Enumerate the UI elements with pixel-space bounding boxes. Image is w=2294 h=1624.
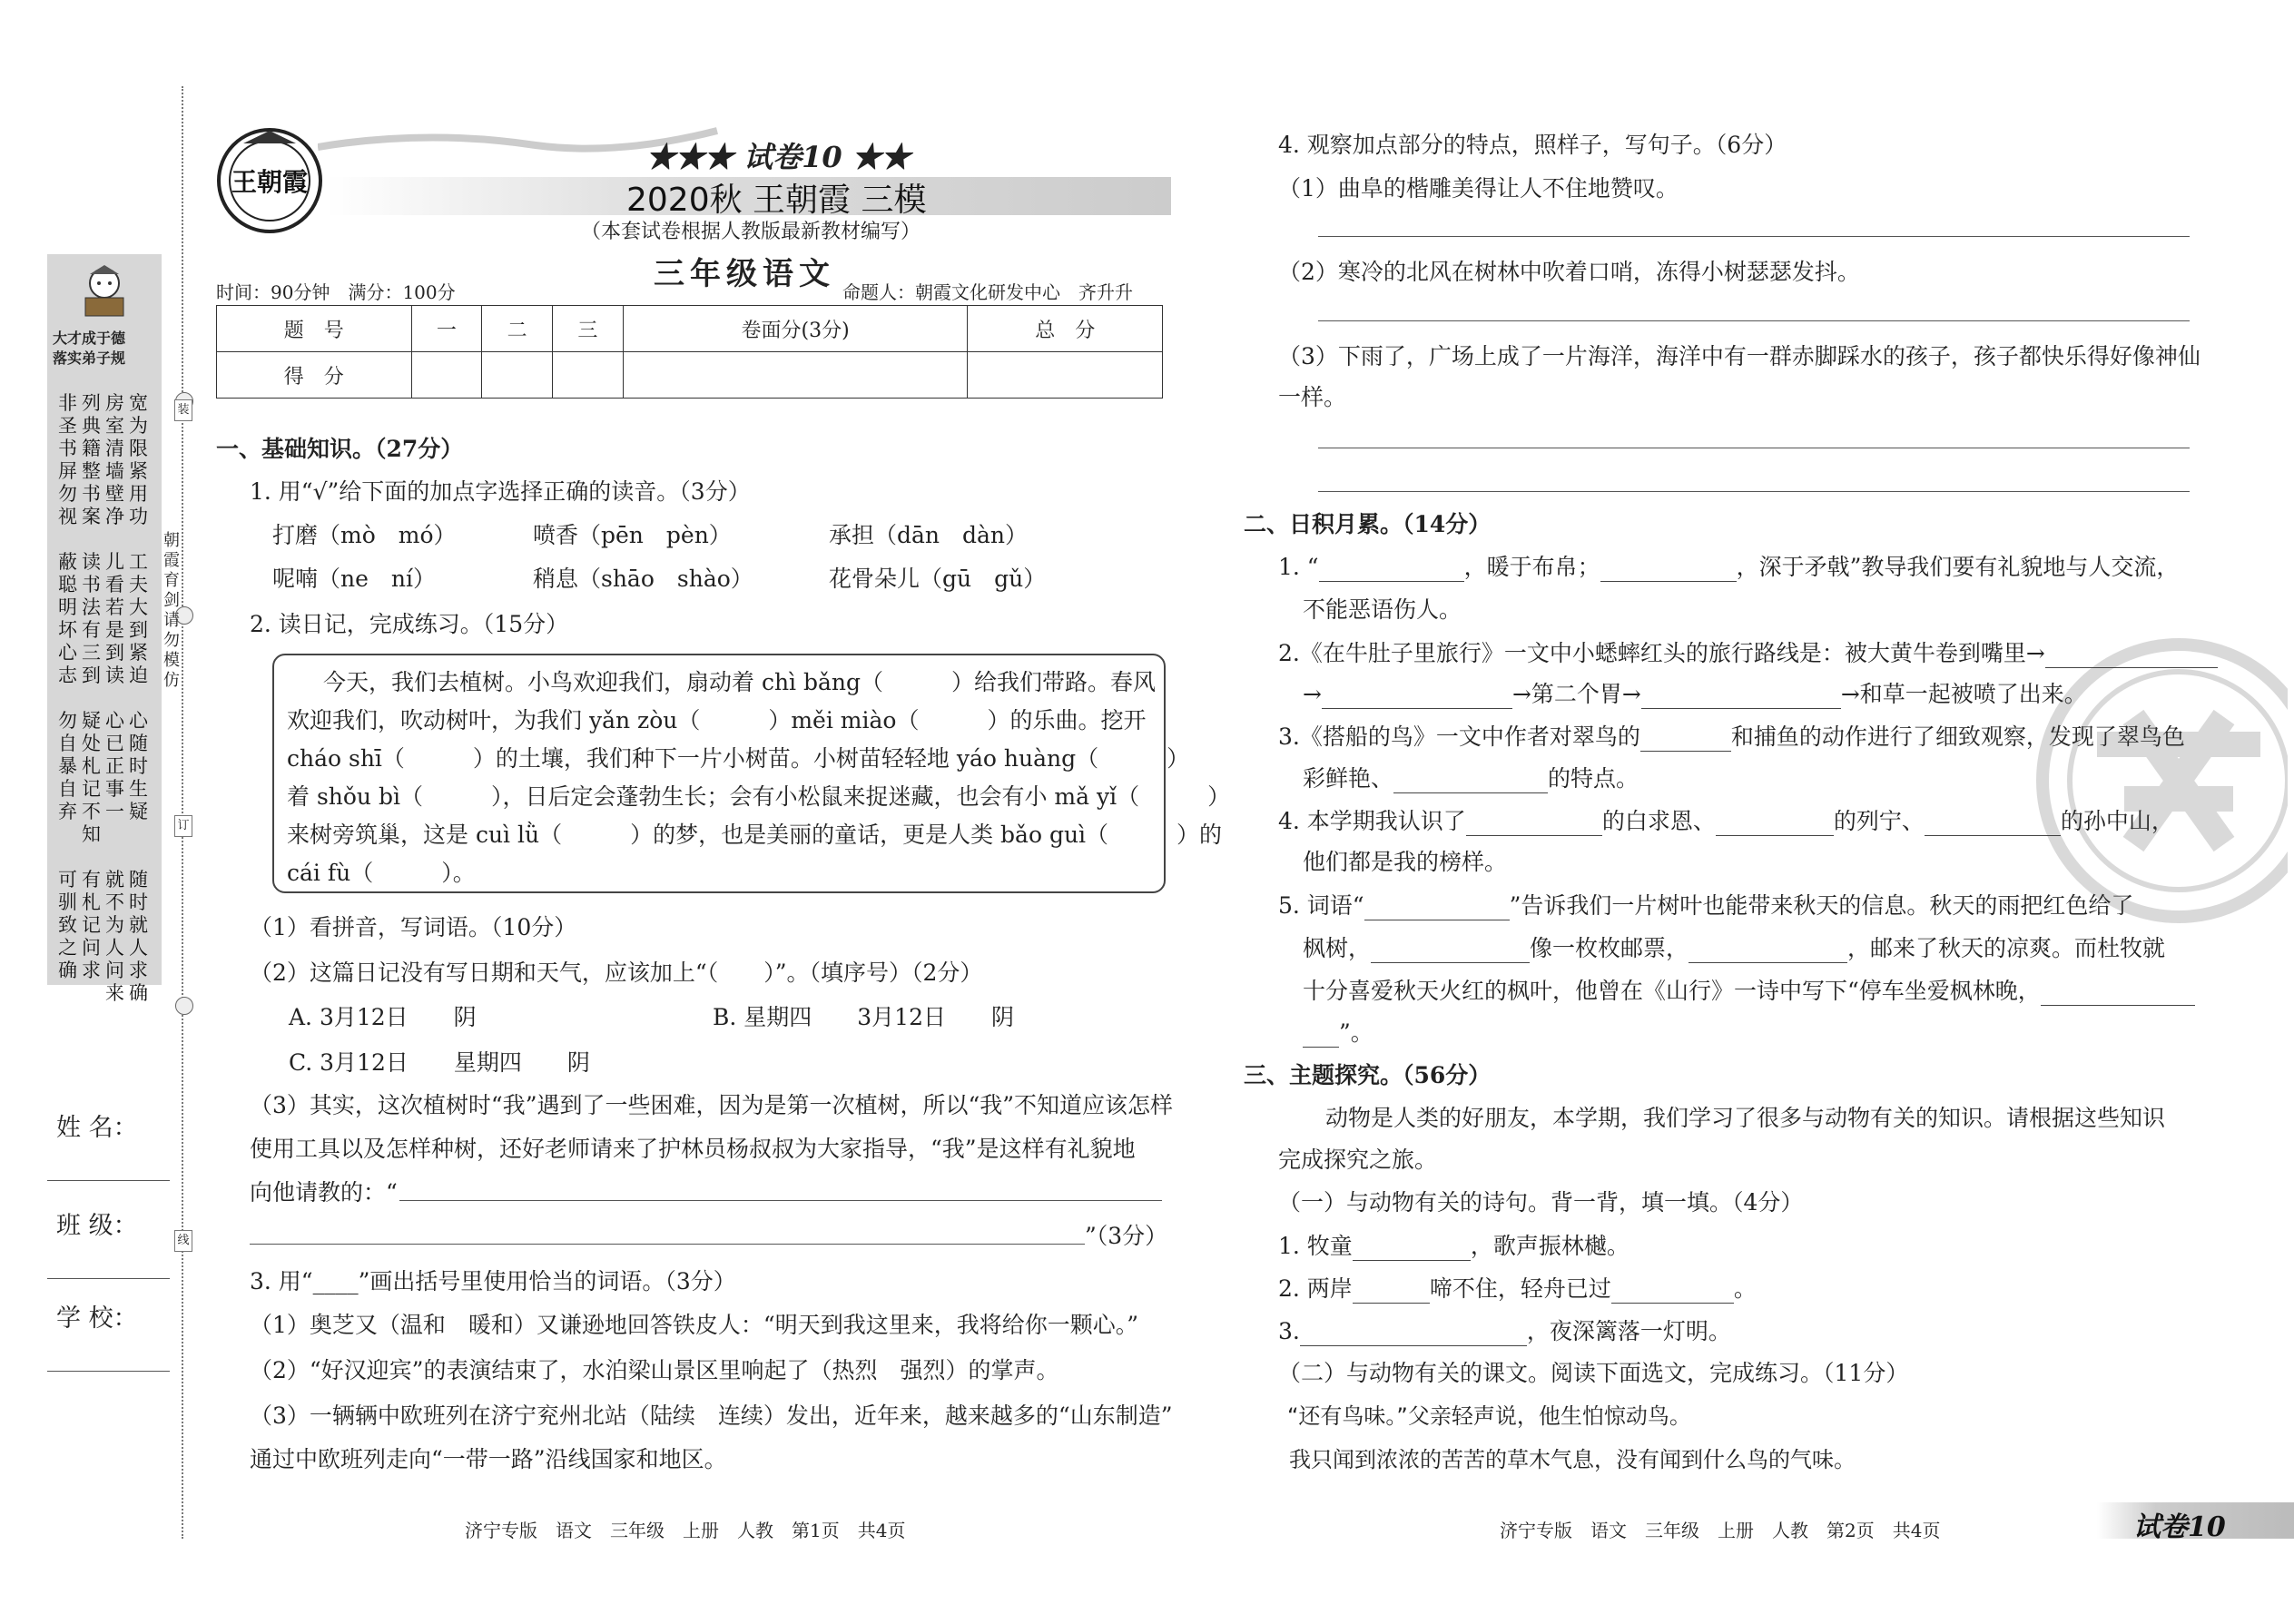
sidebar-text-column: 疑处札记不知 bbox=[82, 710, 101, 845]
blank[interactable] bbox=[1393, 767, 1548, 793]
binding-mark-ding: 订 bbox=[174, 815, 192, 837]
sidebar-text-column: 可驯致之确 bbox=[58, 869, 77, 981]
sidebar-text-column: 房室清墙壁净 bbox=[105, 392, 124, 527]
blank[interactable] bbox=[1641, 683, 1841, 709]
class-field[interactable] bbox=[47, 1278, 170, 1279]
sidebar-motto-1: 大才成于德 bbox=[53, 330, 126, 347]
fill-text: 啼不住，轻舟已过 bbox=[1429, 1275, 1611, 1302]
q1-option[interactable] bbox=[533, 561, 753, 594]
sidebar-text-column: 随时就人求确 bbox=[129, 869, 148, 1004]
blank[interactable] bbox=[1466, 810, 1602, 836]
p5-text: 十分喜爱秋天火红的枫叶，他曾在《山行》一诗中写下“停车坐爱枫林晚， bbox=[1303, 978, 2041, 1004]
p1-text: ，暖于布帛； bbox=[1463, 554, 1600, 580]
p3-text: 彩鲜艳、 bbox=[1303, 765, 1394, 792]
q4-item-2: （2）寒冷的北风在树林中吹着口哨，冻得小树瑟瑟发抖。 bbox=[1278, 259, 1860, 285]
fill-text: 1. 牧童 bbox=[1278, 1233, 1353, 1259]
blank[interactable] bbox=[1300, 1320, 1527, 1346]
p2-text: → bbox=[1303, 681, 1322, 707]
q2-2-option-b: B. 星期四 3月12日 阴 bbox=[713, 1004, 1014, 1030]
question-4: 4. 观察加点部分的特点，照样子，写句子。（6分） bbox=[1278, 132, 1787, 158]
question-2-3-line: （3）其实，这次植树时“我”遇到了一些困难，因为是第一次植树，所以“我”不知道应该怎样 bbox=[250, 1092, 1174, 1118]
p1-cont: 不能恶语伤人。 bbox=[1303, 596, 1462, 623]
blank[interactable] bbox=[1716, 810, 1834, 836]
sidebar-text-column: 列典籍整书案 bbox=[82, 392, 101, 527]
brand-seal-logo bbox=[216, 127, 323, 234]
reading-line: “还有鸟味。”父亲轻声说，他生怕惊动鸟。 bbox=[1287, 1403, 1691, 1429]
sidebar-text-column: 工夫大到紧迫 bbox=[129, 551, 148, 686]
q3-item: （1）奥芝又（温和 暖和）又谦逊地回答铁皮人：“明天到我这里来，我将给你一颗心。” bbox=[250, 1312, 1138, 1338]
question-3: 3. 用“____”画出括号里使用恰当的词语。（3分） bbox=[250, 1268, 736, 1294]
intro-line: 动物是人类的好朋友，本学期，我们学习了很多与动物有关的知识。请根据这些知识 bbox=[1325, 1105, 2166, 1131]
sidebar-text-column: 读书法有三到 bbox=[82, 551, 101, 686]
q1-option[interactable] bbox=[272, 517, 457, 550]
left-footer: 济宁专版 语文 三年级 上册 人教 第1页 共4页 bbox=[465, 1520, 906, 1541]
binding-dotted-line bbox=[182, 86, 183, 1539]
reading-line: 我只闻到浓浓的苦苦的草木气息，没有闻到什么鸟的气味。 bbox=[1289, 1447, 1856, 1472]
p4-cont: 他们都是我的榜样。 bbox=[1303, 849, 1508, 875]
answer-line[interactable] bbox=[1318, 491, 2190, 492]
score-table bbox=[216, 305, 1163, 399]
p4-text: 的孙中山， bbox=[2060, 808, 2174, 834]
score-input[interactable] bbox=[553, 352, 624, 399]
score-cell: 三 bbox=[553, 306, 624, 352]
blank[interactable] bbox=[1353, 1277, 1430, 1304]
score-input[interactable] bbox=[968, 352, 1163, 399]
q1-option[interactable] bbox=[829, 517, 1028, 550]
score-cell: 总 分 bbox=[968, 306, 1163, 352]
exam-title: 2020秋 王朝霞 三模 bbox=[626, 182, 927, 219]
right-footer: 济宁专版 语文 三年级 上册 人教 第2页 共4页 bbox=[1500, 1520, 1941, 1541]
binding-mark-xian: 线 bbox=[174, 1230, 192, 1252]
fill-2 bbox=[1278, 1271, 1757, 1304]
p5 bbox=[1278, 888, 2133, 920]
q1-item: 花骨朵儿（gū gǔ） bbox=[829, 566, 1047, 592]
q1-item: 承担（dān dàn） bbox=[829, 522, 1029, 548]
p1-text: 1. “ bbox=[1278, 554, 1319, 580]
p2-cont bbox=[1303, 676, 2087, 709]
q1-item: 稍息（shāo shào） bbox=[533, 566, 753, 592]
diary-box bbox=[272, 654, 1231, 893]
answer-line[interactable] bbox=[1318, 320, 2190, 321]
p5-text: 枫树， bbox=[1303, 935, 1372, 961]
score-table-score-row bbox=[217, 352, 1163, 399]
time-score: 时间：90分钟 满分：100分 bbox=[216, 281, 456, 303]
score-input[interactable] bbox=[623, 352, 968, 399]
sidebar-text-column: 宽为限紧用功 bbox=[129, 392, 148, 527]
blank[interactable] bbox=[1353, 1235, 1471, 1261]
fill-1 bbox=[1278, 1228, 1629, 1261]
svg-text:王朝霞: 王朝霞 bbox=[231, 167, 309, 197]
fill-text: 3. bbox=[1278, 1318, 1300, 1344]
q1-option[interactable] bbox=[272, 561, 436, 594]
score-cell: 二 bbox=[482, 306, 553, 352]
p4-text: 4. 本学期我认识了 bbox=[1278, 808, 1466, 834]
binding-mark-zhuang: 装 bbox=[174, 399, 192, 421]
diary-line: cái fù（ ）。 bbox=[287, 860, 476, 886]
sidebar-text-column: 心随时生疑 bbox=[129, 710, 148, 822]
q1-option[interactable] bbox=[829, 561, 1046, 594]
p1 bbox=[1278, 549, 2179, 582]
blank[interactable] bbox=[1600, 556, 1737, 582]
question-2-3-end: ”（3分） bbox=[1085, 1223, 1168, 1249]
p2-text: →和草一起被喷了出来。 bbox=[1840, 681, 2087, 707]
p5-text: ，邮来了秋天的凉爽。而杜牧就 bbox=[1847, 935, 2166, 961]
score-cell: 卷面分(3分) bbox=[623, 306, 968, 352]
fill-3 bbox=[1278, 1314, 1731, 1346]
question-2: 2. 读日记，完成练习。（15分） bbox=[250, 611, 569, 637]
q3-item: （2）“好汉迎宾”的表演结束了，水泊梁山景区里响起了（热烈 强烈）的掌声。 bbox=[250, 1357, 1059, 1383]
blank[interactable] bbox=[1303, 1021, 1339, 1048]
binding-hole bbox=[175, 997, 193, 1015]
score-input[interactable] bbox=[482, 352, 553, 399]
p2-text: 2.《在牛肚子里旅行》一文中小蟋蟀红头的旅行路线是：被大黄牛卷到嘴里→ bbox=[1278, 640, 2045, 666]
subject-heading: 三年级语文 bbox=[654, 256, 835, 292]
blank[interactable] bbox=[1371, 937, 1530, 963]
question-2-1: （1）看拼音，写词语。（10分） bbox=[250, 914, 577, 940]
sidebar-vertical-label: 朝霞育剑 请勿模仿 bbox=[163, 531, 180, 690]
corner-paper-label: 试卷10 bbox=[2133, 1511, 2226, 1543]
p4-text: 的列宁、 bbox=[1833, 808, 1925, 834]
p5-text: ”。 bbox=[1339, 1019, 1373, 1046]
school-field[interactable] bbox=[47, 1371, 170, 1372]
sub-section-2: （二）与动物有关的课文。阅读下面选文，完成练习。（11分） bbox=[1278, 1360, 1909, 1386]
p3-text: 的特点。 bbox=[1548, 765, 1639, 792]
sidebar-text-column: 非圣书屏勿视 bbox=[58, 392, 77, 527]
p5-text: 5. 词语“ bbox=[1278, 892, 1364, 919]
diary-line: 来树旁筑巢，这是 cuì lǜ（ ）的梦，也是美丽的童话，更是人类 bǎo guì（ ）的 bbox=[287, 822, 1223, 848]
fill-text: 2. 两岸 bbox=[1278, 1275, 1353, 1302]
q1-item: 呢喃（ne ní） bbox=[272, 566, 436, 592]
sidebar-text-column: 儿看若是到读 bbox=[105, 551, 124, 686]
score-cell: 题 号 bbox=[217, 306, 412, 352]
fill-text: ，歌声振林樾。 bbox=[1470, 1233, 1629, 1259]
paper-number-banner: ★★★ 试卷10 ★★ bbox=[646, 140, 911, 174]
q1-option[interactable] bbox=[533, 517, 732, 550]
blank[interactable] bbox=[1611, 1277, 1734, 1304]
q1-item: 打磨（mò mó） bbox=[272, 522, 457, 548]
section-2-heading: 二、日积月累。（14分） bbox=[1244, 511, 1492, 537]
q2-2-option-a: A. 3月12日 阴 bbox=[289, 1004, 477, 1030]
diary-line: cháo shī（ ）的土壤，我们种下一片小树苗。小树苗轻轻地 yáo huàng（ ） bbox=[287, 745, 1190, 772]
score-cell: 得 分 bbox=[217, 352, 412, 399]
answer-line[interactable] bbox=[399, 1200, 1162, 1201]
section-3-heading: 三、主题探究。（56分） bbox=[1244, 1062, 1492, 1088]
q3-item: 通过中欧班列走向“一带一路”沿线国家和地区。 bbox=[250, 1446, 727, 1472]
q1-item: 喷香（pēn pèn） bbox=[533, 522, 732, 548]
blank[interactable] bbox=[1640, 725, 1731, 752]
fill-text: ，夜深篱落一灯明。 bbox=[1526, 1318, 1731, 1344]
p4-text: 的白求恩、 bbox=[1601, 808, 1716, 834]
author: 命题人：朝霞文化研发中心 齐升升 bbox=[842, 281, 1133, 303]
question-1: 1. 用“√”给下面的加点字选择正确的读音。（3分） bbox=[250, 478, 751, 505]
p3-text: 3.《搭船的鸟》一文中作者对翠鸟的 bbox=[1278, 723, 1640, 750]
watermark-seal bbox=[2015, 617, 2288, 944]
name-field[interactable] bbox=[47, 1180, 170, 1181]
q4-item-3a: （3）下雨了，广场上成了一片海洋，海洋中有一群赤脚踩水的孩子，孩子都快乐得好像神仙 bbox=[1278, 343, 2200, 369]
blank[interactable] bbox=[1319, 556, 1464, 582]
intro-line: 完成探究之旅。 bbox=[1278, 1147, 1438, 1173]
school-label: 学 校： bbox=[56, 1304, 138, 1333]
blank[interactable] bbox=[2041, 979, 2195, 1006]
sidebar-text-column: 蔽聪明坏心志 bbox=[58, 551, 77, 686]
sidebar-motto-2: 落实弟子规 bbox=[53, 349, 126, 367]
sidebar-text-column: 就不为人问来 bbox=[105, 869, 124, 1004]
name-label: 姓 名： bbox=[56, 1114, 138, 1142]
p5-text: 像一枚枚邮票， bbox=[1530, 935, 1689, 961]
answer-line[interactable] bbox=[1318, 236, 2190, 237]
p5-cont bbox=[1303, 1015, 1373, 1048]
p1-text: ，深于矛戟”教导我们要有礼貌地与人交流， bbox=[1736, 554, 2180, 580]
q4-item-3b: 一样。 bbox=[1278, 384, 1347, 410]
score-cell: 一 bbox=[411, 306, 482, 352]
question-2-3-line: 向他请教的：“ bbox=[250, 1179, 398, 1206]
blank[interactable] bbox=[1364, 894, 1510, 920]
blank[interactable] bbox=[1322, 683, 1512, 709]
score-table-header-row bbox=[217, 306, 1163, 352]
question-2-3-line: 使用工具以及怎样种树，还好老师请来了护林员杨叔叔为大家指导，“我”是这样有礼貌地 bbox=[250, 1136, 1136, 1162]
diary-line: 今天，我们去植树。小鸟欢迎我们，扇动着 chì bǎng（ ）给我们带路。春风 bbox=[323, 669, 1157, 695]
p5-text: ”告诉我们一片树叶也能带来秋天的信息。秋天的雨把红色给了 bbox=[1509, 892, 2134, 919]
sub-section-1: （一）与动物有关的诗句。背一背，填一填。（4分） bbox=[1278, 1189, 1804, 1216]
blank[interactable] bbox=[1689, 937, 1847, 963]
paper-label: 试卷10 bbox=[743, 140, 842, 174]
class-label: 班 级： bbox=[56, 1212, 138, 1240]
q2-2-option-c: C. 3月12日 星期四 阴 bbox=[289, 1049, 590, 1076]
q3-item: （3）一辆辆中欧班列在济宁兖州北站（陆续 连续）发出，近年来，越来越多的“山东制造” bbox=[250, 1403, 1173, 1429]
p5-cont bbox=[1303, 973, 2195, 1006]
diary-line: 着 shǒu bì（ ），日后定会蓬勃生长；会有小松鼠来捉迷藏，也会有小 mǎ yǐ（ ） bbox=[287, 783, 1231, 810]
fill-text: 。 bbox=[1733, 1275, 1757, 1302]
section-1-heading: 一、基础知识。（27分） bbox=[216, 436, 464, 462]
p2-text: →第二个胃→ bbox=[1511, 681, 1641, 707]
sidebar-text-column: 勿自暴自弃 bbox=[58, 710, 77, 822]
sidebar-text-column: 心已正事一 bbox=[105, 710, 124, 822]
score-input[interactable] bbox=[411, 352, 482, 399]
p3-cont bbox=[1303, 761, 1639, 793]
q4-item-1: （1）曲阜的楷雕美得让人不住地赞叹。 bbox=[1278, 175, 1679, 202]
answer-line[interactable] bbox=[250, 1244, 1085, 1245]
diary-line: 欢迎我们，吹动树叶，为我们 yǎn zòu（ ）měi miào（ ）的乐曲。挖开 bbox=[287, 707, 1147, 733]
cartoon-avatar bbox=[74, 263, 134, 318]
p3-text: 和捕鱼的动作进行了细致观察，发现了翠鸟色 bbox=[1730, 723, 2185, 750]
question-2-2: （2）这篇日记没有写日期和天气，应该加上“（ ）”。（填序号）（2分） bbox=[250, 960, 983, 986]
sidebar-text-column: 有札记问求 bbox=[82, 869, 101, 981]
exam-subtitle: （本套试卷根据人教版最新教材编写） bbox=[581, 221, 921, 243]
